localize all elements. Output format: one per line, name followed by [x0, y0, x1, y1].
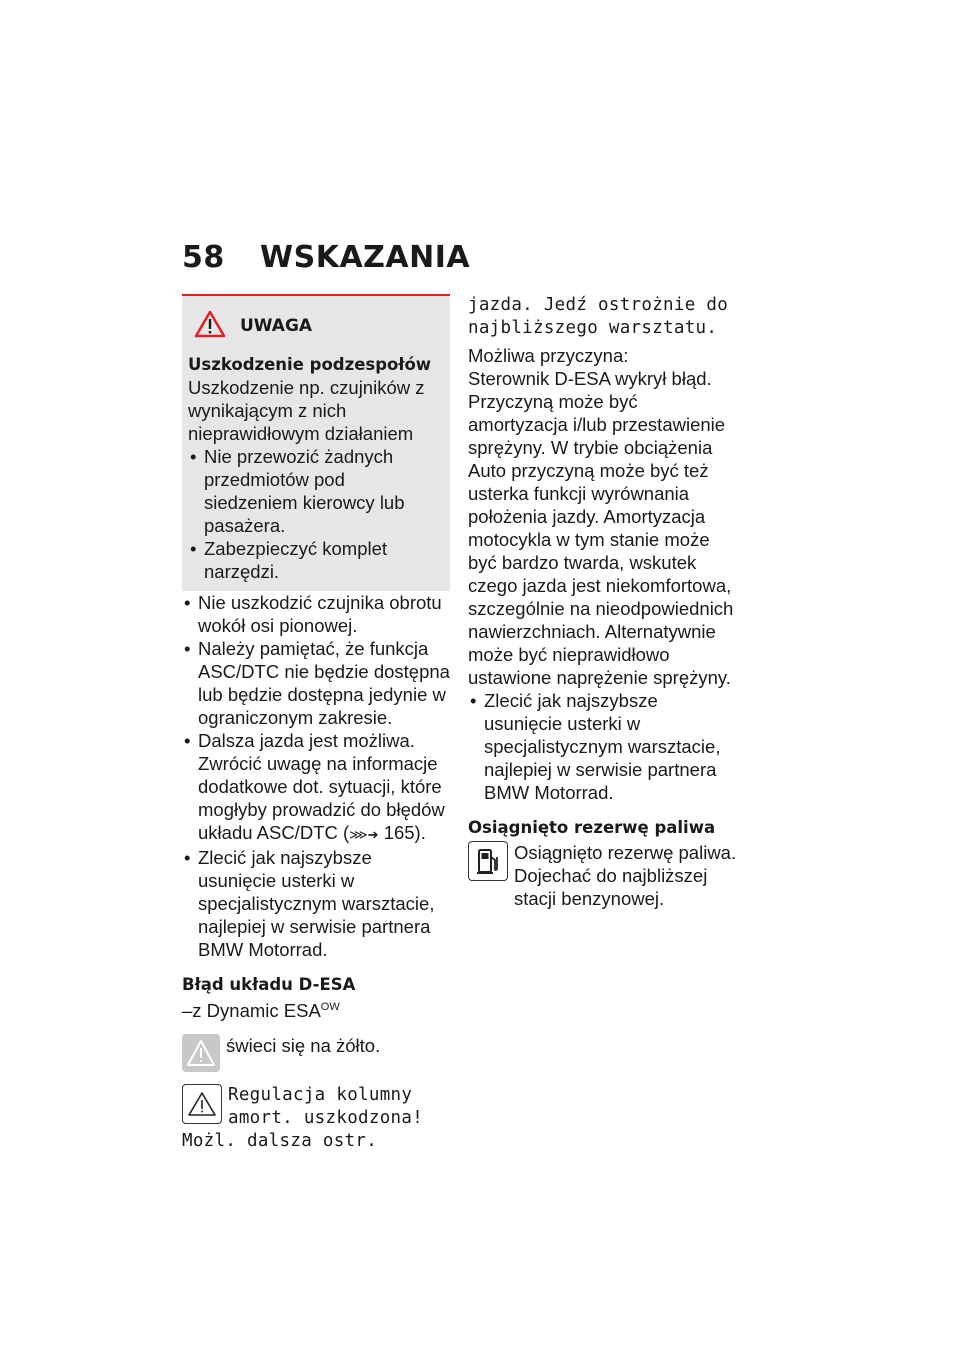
warning-heading: Uszkodzenie podzespołów	[188, 355, 432, 374]
info-paragraph	[182, 752, 450, 846]
page-number: 58	[182, 240, 225, 275]
warning-label: UWAGA	[240, 316, 313, 336]
info-reference[interactable]: 165).	[383, 822, 426, 843]
list-item: • Należy pamiętać, że funkcja ASC/DTC nie będzie dostępna lub będzie dostępna jedynie w ograniczonym zakresie.	[182, 637, 450, 729]
list-item: • Zabezpieczyć komplet narzędzi.	[188, 537, 442, 583]
left-column	[182, 294, 450, 1153]
cause-label: Możliwa przyczyna:	[468, 345, 629, 366]
general-warning-lamp-icon	[182, 1034, 220, 1072]
warning-header	[194, 310, 442, 343]
info-ref-open: (	[342, 822, 350, 843]
fuel-pump-icon	[468, 841, 508, 881]
list-item: • Dalsza jazda jest możliwa.	[182, 729, 450, 752]
page-title: WSKAZANIA	[260, 240, 471, 275]
display-line: jazda. Jedź ostrożnie do	[468, 295, 729, 315]
display-line: amort. uszkodzona!	[228, 1108, 424, 1129]
page-reference-arrow-icon: ⋙➔	[349, 827, 379, 842]
fuel-row	[468, 841, 740, 910]
page-header	[182, 240, 470, 275]
section-title-desa: Błąd układu D-ESA	[182, 975, 356, 994]
display-message-row	[182, 1084, 450, 1130]
lamp-text: świeci się na żółto.	[226, 1035, 381, 1057]
desa-superscript: OW	[320, 1001, 340, 1013]
warning-text: Uszkodzenie np. czujników z wynikającym z nich nieprawidłowym działaniem	[188, 377, 425, 444]
warning-triangle-icon	[194, 310, 226, 343]
list-item: • Nie uszkodzić czujnika obrotu wokół osi pionowej.	[182, 591, 450, 637]
list-item: • Zlecić jak najszybsze usunięcie usterki w specjalistycznym warsztacie, najlepiej w serwisie partnera BMW Motorrad.	[468, 689, 740, 804]
list-item: • Zlecić jak najszybsze usunięcie usterki w specjalistycznym warsztacie, najlepiej w serwisie partnera BMW Motorrad.	[182, 846, 450, 961]
display-line: najbliższego warsztatu.	[468, 318, 718, 338]
warning-box	[182, 294, 450, 591]
display-line: Możl. dalsza ostr.	[182, 1131, 378, 1152]
info-text: Zwrócić uwagę na informacje dodatkowe dot. sytuacji, które mogłyby prowadzić do błędów układu ASC/DTC	[198, 753, 445, 843]
warning-display-icon	[182, 1084, 222, 1124]
desa-subtitle: –z Dynamic $ESA^{OW}$	[182, 1000, 340, 1022]
warning-list	[188, 445, 442, 583]
lamp-row	[182, 1034, 450, 1072]
fuel-text: Osiągnięto rezerwę paliwa. Dojechać do najbliższej stacji benzynowej.	[514, 842, 737, 909]
display-line: Regulacja kolumny	[228, 1085, 413, 1106]
display-message-cont	[468, 294, 740, 340]
section-title-fuel: Osiągnięto rezerwę paliwa	[468, 818, 716, 837]
right-column	[468, 294, 740, 910]
main-list-2	[182, 846, 450, 961]
list-item: • Nie przewozić żadnych przedmiotów pod siedzeniem kierowcy lub pasażera.	[188, 445, 442, 537]
display-message	[182, 1084, 450, 1153]
display-lines	[228, 1084, 423, 1130]
cause-text: Sterownik D-ESA wykrył błąd. Przyczyną może być amortyzacja i/lub przestawienie sprężyny. W trybie obciążenia Auto przyczyną może być też usterka funkcji wyrównania położenia jazdy. Amortyzacja motocykla w tym stanie może być bardzo twarda, wskutek czego jazda jest niekomfortowa, szczególnie na nieodpowiednich nawierzchniach. Alternatywnie może być nieprawidłowo ustawione naprężenie sprężyny.	[468, 368, 734, 688]
main-list	[182, 591, 450, 752]
right-list	[468, 689, 740, 804]
